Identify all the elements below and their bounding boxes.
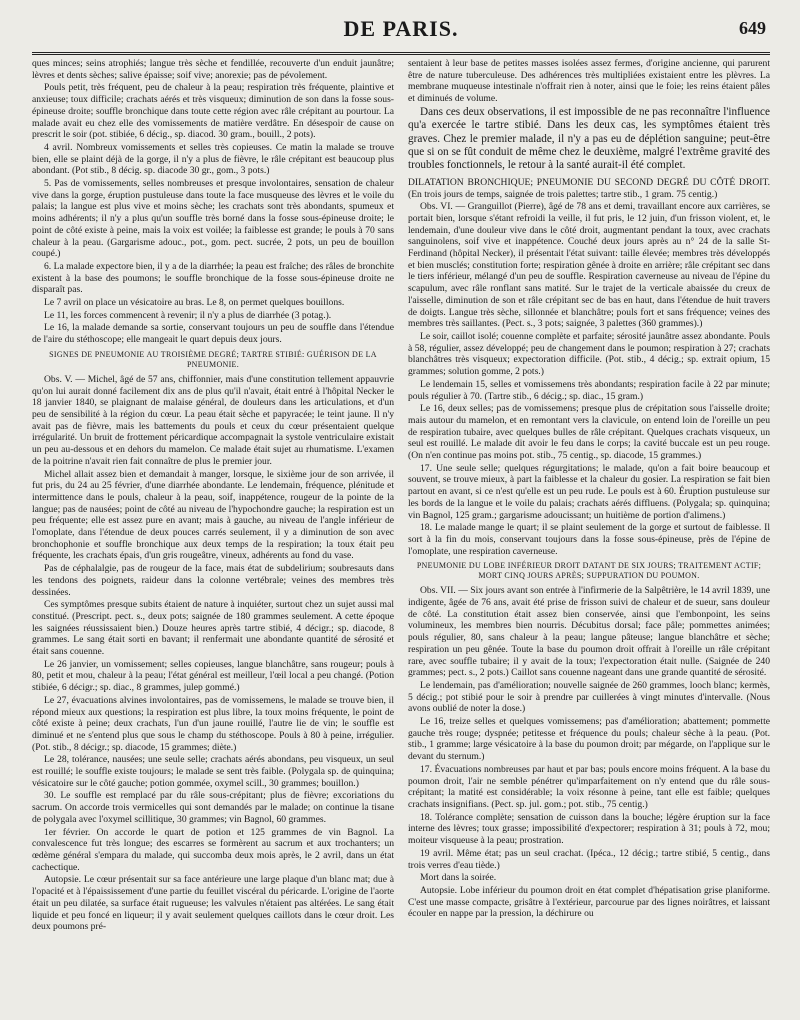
paragraph: Michel allait assez bien et demandait à manger, lorsque, le sixième jour de son arrivée, il fut pris, du 24 au 25 février, d'une diarrhée abondante. Le lendemain, fréquence, plénitude et intermittence dans le pouls, chaleur à la peau, soif, inappétence, rougeur de la pointe de la langue; pas de nausées; point de côté au niveau de l'hypochondre gauche; la respiration est un peu fréquente; elle est assez pure en avant; mais à gauche, au niveau de l'angle inférieur de l'omoplate, dans l'étendue de deux pouces carrés seulement, il y a diminution de son avec bronchophonie et souffle bronchique aux deux temps de la respiration; la toux était peu fréquente, les crachats épais, d'un gris rougeâtre, vineux, adhérents au fond du vase. [32, 468, 394, 562]
page-number: 649 [739, 18, 766, 38]
paragraph: Le 28, tolérance, nausées; une seule selle; crachats aérés abondans, peu visqueux, un seul est rouillé; le souffle existe toujours; le malade se sent très faible. (Polygala sp. de quinquina; vésicatoire sur le côté gauche; potion gommée, oxymel scill., 30 grammes; bouillon.) [32, 754, 394, 789]
paragraph: Mort dans la soirée. [420, 872, 497, 884]
left-column [32, 58, 394, 1020]
paragraph: Le soir, caillot isolé; couenne complète et parfaite; sérosité jaunâtre assez abondante. Pouls à 58, régulier, assez développé; peu de changement dans le poumon; respiration à 27; crachats blanchâtres très visqueux; expectoration difficile. (Pot. stib., 4 décig.; sp. extrait opium, 15 grammes; solution gomme, 2 pots.) [408, 330, 770, 378]
paragraph: 17. Une seule selle; quelques régurgitations; le malade, qu'on a fait boire beaucoup et souvent, se trouve mieux, à part la faiblesse et la chaleur du gosier. La respiration se fait bien partout en avant, si ce n'est qu'elle est un peu rude. Le pouls est à 60. Éruption pustuleuse sur les bords de la langue et le voile du palais; crachats aérés diffluens. (Polygala; sp. quinquina; vin Bagnol, 125 gram.; gargarisme adoucissant; un huitième de portion d'alimens.) [408, 462, 770, 521]
paragraph: Le 16, deux selles; pas de vomissemens; presque plus de crépitation sous l'aisselle droite; mais autour du mamelon, et en remontant vers la clavicule, on entend loin de l'oreille un peu de respiration tubaire, avec quelques bulles de râle crépitant. Quelques crachats visqueux, un seul est rouillé. Le malade dit avoir le feu dans le corps; la cavité buccale est un peu rouge. (On n'en continue pas moins pot. stib., 75 centig., sp. diacode, 15 grammes.) [408, 403, 770, 462]
paragraph: Pas de céphalalgie, pas de rougeur de la face, mais état de subdelirium; soubresauts dans les tendons des poignets, raideur dans la colonne vertébrale; veines des membres très dessinées. [32, 563, 394, 598]
paragraph: Autopsie. Lobe inférieur du poumon droit en état complet d'hépatisation grise planiforme. C'est une masse compacte, grisâtre à l'extérieur, parcourue par des lignes noirâtres, et laissant écouler en nappe par la pression, la déchirure ou [408, 884, 770, 920]
paragraph: 1er février. On accorde le quart de potion et 125 grammes de vin Bagnol. La convalescence fut très longue; des escarres se formèrent au sacrum et aux trochanters; un œdème général s'empara du malade, qui succomba deux mois après, le 2 avril, dans un état cachectique. [32, 826, 394, 873]
paragraph: 17. Évacuations nombreuses par haut et par bas; pouls encore moins fréquent. A la base du poumon droit, l'air ne semble pénétrer qu'imparfaitement on n'y entend que du râle sous-crépitant; la matité est considérable; la voix résonne à peine, tant elle est faible; quelques crachats insignifians. (Pect. sp. jul. gom.; pot. stib., 75 centig.) [408, 763, 770, 810]
right-column [408, 58, 770, 1020]
paragraph: 6. La malade expectore bien, il y a de la diarrhée; la peau est fraîche; des râles de bronchite existent à la base des poumons; le souffle bronchique de la fosse sous-épineuse droite ne disparaît pas. [32, 260, 394, 296]
paragraph: Ces symptômes presque subits étaient de nature à inquiéter, surtout chez un sujet aussi mal constitué. (Prescript. pect. s., deux pots; saignée de 180 grammes seulement. A cette époque les saignées réussissaient bien.) Douze heures après tartre stibié, 4 décigr.; sp. diacode, 8 grammes. Le sang était sorti en bavant; il renfermait une abondante quantité de sérosité et était sans couenne. [32, 599, 394, 658]
text-columns [32, 58, 770, 1020]
page-title: DE PARIS. [343, 16, 459, 41]
paragraph: Le lendemain 15, selles et vomissemens très abondants; respiration facile à 22 par minute; pouls régulier à 70. (Tartre stib., 6 décig.; sp. diac., 15 gram.) [408, 378, 770, 402]
paragraph: 18. Tolérance complète; sensation de cuisson dans la bouche; légère éruption sur la face interne des lèvres; toux grasse; impossibilité d'expectorer; respiration à 31; pouls à 72, mou; moiteur visqueuse à la peau; prostration. [408, 811, 770, 847]
paragraph: 4 avril. Nombreux vomissements et selles très copieuses. Ce matin la malade se trouve bien, elle se plaint déjà de la gorge, il n'y a plus de fièvre, le râle crépitant est beaucoup plus abondant. (Pot stib., 8 décig. sp. diacode 30 gr., gom., 3 pots.) [32, 141, 394, 177]
section-heading: PNEUMONIE DU LOBE INFÉRIEUR DROIT DATANT DE SIX JOURS; TRAITEMENT ACTIF; MORT CINQ JOURS APRÈS; SUPPURATION DU POUMON. [416, 561, 762, 581]
page-header [32, 10, 770, 40]
section-heading: SIGNES DE PNEUMONIE AU TROISIÈME DEGRÉ; TARTRE STIBIÉ: GUÉRISON DE LA PNEUMONIE. [49, 349, 377, 369]
header-rule [32, 52, 770, 55]
paragraph: Le 26 janvier, un vomissement; selles copieuses, langue blanchâtre, sans rougeur; pouls à 80, petit et mou, chaleur à la peau; l'état général est meilleur, l'œil local a peu changé. (Potion stibiée, 6 décigr.; sp. diac., 8 grammes, julep gommé.) [32, 658, 394, 694]
paragraph: 30. Le souffle est remplacé par du râle sous-crépitant; plus de fièvre; excoriations du sacrum. On accorde trois vermicelles qui sont demandés par le malade; on continue la tisane de polygala avec l'oxymel scillitique, 30 grammes; vin Bagnol, 60 grammes. [32, 790, 394, 825]
paragraph: Autopsie. Le cœur présentait sur sa face antérieure une large plaque d'un blanc mat; due à l'opacité et à l'épaississement d'une partie du feuillet viscéral du péricarde. L'origine de l'aorte était un peu dilatée, sa surface était rugueuse; les valvules n'étaient pas altérées. Le sang était liquide et peu foncé en liqueur; il y avait seulement quelques caillots dans le cœur droit. Les deux poumons pré- [32, 874, 394, 933]
paragraph: Obs. VI. — Granguillot (Pierre), âgé de 78 ans et demi, travaillant encore aux carrières, se portait bien, lorsque s'étant refroidi la veille, il fut pris, le 12 juin, d'un frisson violent, et, le lendemain, d'une douleur vive dans le côté droit, augmentant pendant la toux, avec crachats sanguinolens, soif vive et inappétence. Couché deux jours après au n° 24 de la salle St-Ferdinand (hôpital Necker), il présentait l'état suivant: taille élevée; membres très développés et bien musclés; constitution forte; respiration gênée à droite en arrière; râle crépitant sec dans le tiers inférieur, mélangé d'un peu de souffle. Respiration caverneuse au niveau de l'épine du scapulum, avec râle ronflant sans matité. Sur le trajet de la verticale abaissée du creux de l'aisselle, diminution de son et râle crépitant sec de bas en haut, dans l'étendue de huit travers de doigts. Langue très sèche, sillonnée et blanchâtre; pouls fort et sans fréquence; veines des membres très saillantes. (Pect. s., 3 pots; saignée, 3 palettes (360 grammes).) [408, 201, 770, 330]
paragraph: Le 7 avril on place un vésicatoire au bras. Le 8, on permet quelques bouillons. [44, 297, 345, 309]
paragraph: 5. Pas de vomissements, selles nombreuses et presque involontaires, sensation de chaleur vive dans la gorge, éruption pustuleuse dans toute la face musqueuse des lèvres et le voile du palais; la langue est plus vive et moins sèche; les crachats sont très abondants, spumeux et moins adhérents; il n'y a plus qu'un souffle très borné dans la fosse sous-épineuse droite; le point de côté existe à peine, mais la voix est voilée; la faiblesse est grande; le pouls à 70 sans chaleur à la peau. (Gargarisme adouc., pot., gom. pect. sucrée, 2 pots, un peu de bouillon coupé.) [32, 178, 394, 260]
paragraph: Obs. V. — Michel, âgé de 57 ans, chiffonnier, mais d'une constitution tellement appauvrie qu'on lui aurait donné facilement dix ans de plus qu'il n'avait, était entré à l'hôpital Necker le 18 janvier 1840, se plaignant de malaise général, de douleurs dans les articulations, et d'un peu de sensibilité à la région du cœur. La peau était sèche et papyracée; le teint jaune. Il n'y avait pas de fièvre, mais les battements du pouls et ceux du cœur présentaient quelque irrégularité. Un bruit de frottement péricardique accompagnait la systole ventriculaire existait un peu au-dessous et en dehors du mamelon. Ce malade était sujet au rhumatisme. L'examen de la poitrine n'avait rien fait connaître de plus le premier jour. [32, 373, 394, 467]
paragraph: Dans ces deux observations, il est impossible de ne pas reconnaître l'influence qu'a exercée le tartre stibié. Dans les deux cas, les symptômes étaient très graves. Chez le premier malade, il n'y a pas eu de déplétion sanguine; peut-être que si on se fût conduit de même chez le deuxième, malgré l'extrême gravité des troubles fonctionnels, le retour à la santé aurait-il été complet. [408, 105, 770, 172]
paragraph: ques minces; seins atrophiés; langue très sèche et fendillée, recouverte d'un enduit jaunâtre; lèvres et dents sèches; salive épaisse; soif vive; anorexie; pas de pévolement. [32, 58, 394, 81]
paragraph: Pouls petit, très fréquent, peu de chaleur à la peau; respiration très fréquente, plaintive et anxieuse; toux difficile; crachats aérés et très visqueux; diminution de son dans la fosse sous-épineuse droite; souffle bronchique dans toute cette région avec râle crépitant au pourtour. La malade avait eu chez elle des vomissements de matière verdâtre. En désespoir de cause on prescrit le soir (pot. stibiée, 6 décig., sp. diacod. 30 gram., bouill., 2 pots). [32, 82, 394, 141]
paragraph: 18. Le malade mange le quart; il se plaint seulement de la gorge et surtout de faiblesse. Il sort à la fin du mois, conservant toujours dans la fosse sous-épineuse, près de l'épine de l'omoplate, une respiration caverneuse. [408, 522, 770, 557]
paragraph: Le 27, évacuations alvines involontaires, pas de vomissemens, le malade se trouve bien, il répond mieux aux questions; la respiration est plus libre, la toux moins fréquente, le point de côté existe à peine; deux crachats, l'un d'un jaune rouillé, l'autre lie de vin; le souffle est diminué et ne s'entend plus que sous le champ du stéthoscope. Pouls à 80 à peine, irrégulier. (Pot. stib., 8 décigr.; sp. diacode, 15 grammes; diète.) [32, 694, 394, 753]
paragraph: Le lendemain, pas d'amélioration; nouvelle saignée de 260 grammes, looch blanc; kermès, 5 décig.; pot stibié pour le soir à prendre par cuillerées à vingt minutes d'intervalle. (Nous avons oublié de noter la dose.) [408, 679, 770, 715]
paragraph: Le 11, les forces commencent à revenir; il n'y a plus de diarrhée (3 potag.). [44, 309, 332, 321]
paragraph: sentaient à leur base de petites masses isolées assez fermes, d'origine ancienne, qui parurent être de nature tuberculeuse. Des adhérences très multipliées existaient entre les plèvres. La membrane muqueuse intestinale n'offrait rien à noter, ainsi que le foie; les reins étaient pâles et diminués de volume. [408, 58, 770, 105]
paragraph: Le 16, treize selles et quelques vomissemens; pas d'amélioration; abattement; pommette gauche très rouge; dyspnée; petitesse et fréquence du pouls; chaleur sèche à la peau. (Pot. stib., 1 gramme; large vésicatoire à la base du poumon droit; par mégarde, on l'applique sur le devant du sternum.) [408, 716, 770, 763]
paragraph: 19 avril. Même état; pas un seul crachat. (Ipéca., 12 décig.; tartre stibié, 5 centig., dans trois verres d'eau tiède.) [408, 847, 770, 871]
paragraph: Le 16, la malade demande sa sortie, conservant toujours un peu de souffle dans l'étendue de l'aire du stéthoscope; elle mangeait le quart depuis deux jours. [32, 322, 394, 346]
paragraph: DILATATION BRONCHIQUE; PNEUMONIE DU SECOND DEGRÉ DU CÔTÉ DROIT. (En trois jours de temps, saignée de trois palettes; tartre stib., 1 gram. 75 centig.) [408, 176, 770, 200]
paragraph: Obs. VII. — Six jours avant son entrée à l'infirmerie de la Salpêtrière, le 14 avril 1839, une indigente, âgée de 76 ans, avait été prise de frisson suivi de chaleur et de sueur, sans douleur de côté. La constitution était assez bien conservée, ainsi que l'embonpoint, les seins volumineux, les membres bien nourris. Décubitus dorsal; face pâle; pommettes animées; pouls régulier, 80, sans chaleur à la peau; langue pâteuse; langue blanchâtre et sèche; respiration un peu gênée. Toute la base du poumon droit offrait à l'oreille un râle crépitant rare, avec souffle tubaire; il y avait de la toux; l'expectoration était nulle. (Saignée de 240 grammes; pect. s., 2 pots.) Caillot sans couenne nageant dans une grande quantité de sérosité. [408, 585, 770, 679]
